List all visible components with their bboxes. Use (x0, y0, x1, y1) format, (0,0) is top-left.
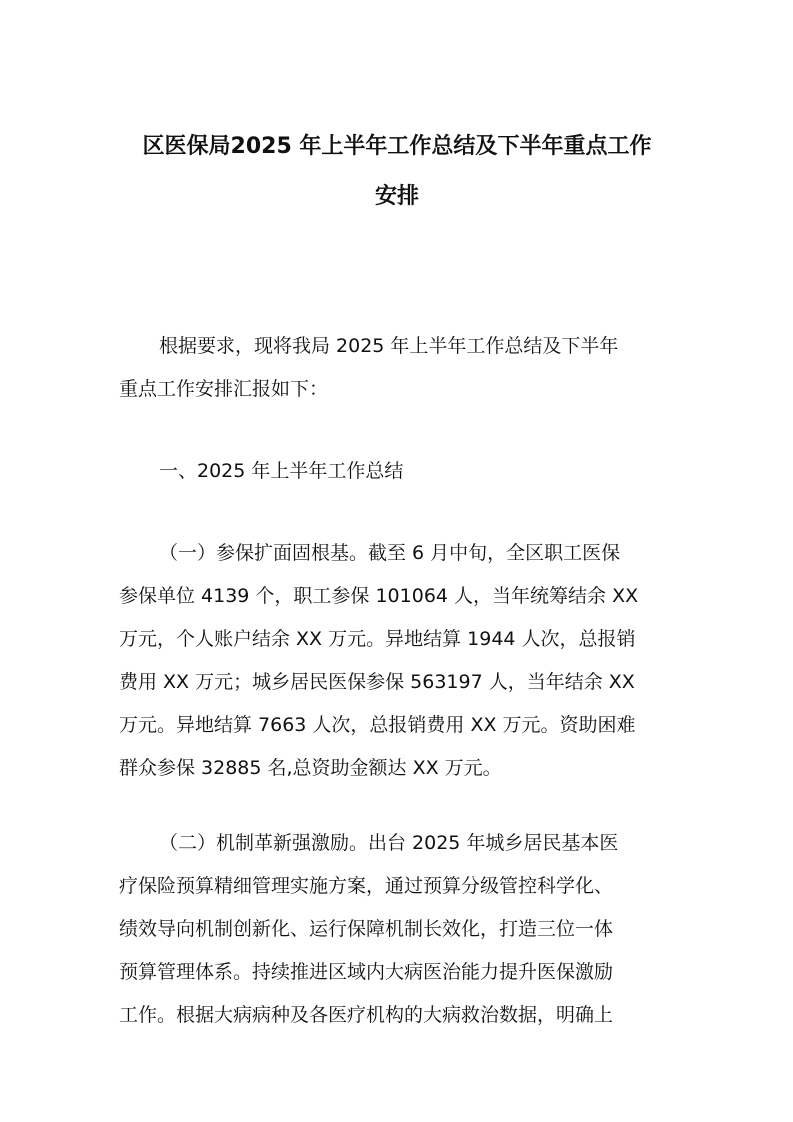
paragraph-mechanism (119, 822, 675, 1037)
paragraph-line: 参保单位 4139 个，职工参保 101064 人，当年统筹结余 XX (119, 585, 639, 607)
paragraph-line: 万元，个人账户结余 XX 万元。异地结算 1944 人次，总报销 (119, 628, 636, 650)
heading-line: 一、2025 年上半年工作总结 (159, 460, 404, 482)
paragraph-line: （一）参保扩面固根基。截至 6 月中旬，全区职工医保 (159, 542, 621, 564)
paragraph-line: 万元。异地结算 7663 人次，总报销费用 XX 万元。资助困难 (119, 714, 636, 736)
paragraph-line: 疗保险预算精细管理实施方案，通过预算分级管控科学化、 (119, 875, 614, 897)
paragraph-line: 费用 XX 万元；城乡居民医保参保 563197 人，当年结余 XX (119, 671, 635, 693)
paragraph-line: 预算管理体系。持续推进区域内大病医治能力提升医保激励 (119, 961, 614, 983)
intro-paragraph (119, 325, 675, 411)
paragraph-line: 群众参保 32885 名,总资助金额达 XX 万元。 (119, 757, 502, 779)
paragraph-line: 重点工作安排汇报如下： (119, 378, 329, 400)
title-line-1: 区医保局2025 年上半年工作总结及下半年重点工作 (142, 134, 652, 159)
paragraph-line: 根据要求，现将我局 2025 年上半年工作总结及下半年 (159, 335, 619, 357)
paragraph-enrollment (119, 532, 675, 790)
paragraph-line: 工作。根据大病病种及各医疗机构的大病救治数据，明确上 (119, 1004, 614, 1026)
paragraph-line: （二）机制革新强激励。出台 2025 年城乡居民基本医 (159, 832, 619, 854)
document-title (118, 122, 676, 222)
section-heading-1 (119, 450, 675, 493)
title-line-2: 安排 (374, 184, 419, 209)
paragraph-line: 绩效导向机制创新化、运行保障机制长效化，打造三位一体 (119, 918, 614, 940)
